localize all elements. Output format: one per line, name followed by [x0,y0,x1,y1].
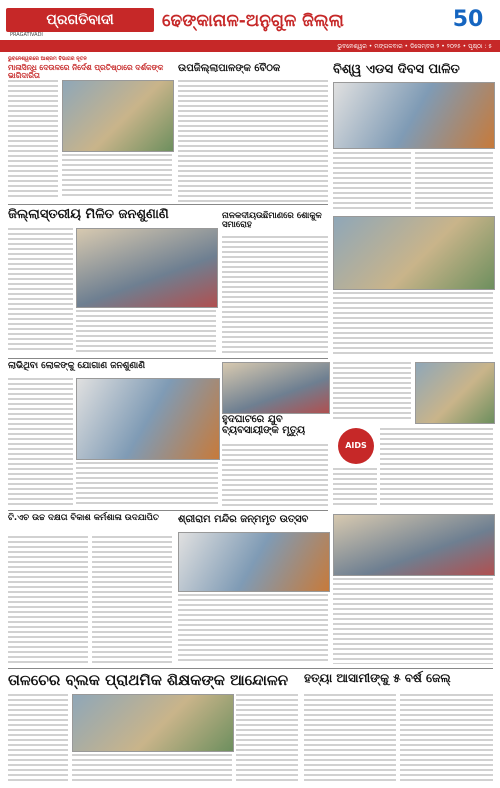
story11-text-col1 [304,694,396,782]
story9-photo [178,532,330,592]
story2-headline: ଉପଜିଲ୍ଲାପାଳଙ୍କ ବୈଠକ [178,63,281,74]
story8-text-col1 [8,536,88,664]
aids-badge: AIDS [338,428,374,464]
story7-text [222,444,328,506]
story6-text-col1 [8,378,73,506]
story8-text-col2 [92,536,172,664]
story4-headline: ଜିଲ୍ଲାସ୍ତରୀୟ ମିଳିତ ଜନଶୁଣାଣି [8,207,169,222]
story11-headline: ହତ୍ୟା ଆସାମୀଙ୍କୁ ୫ ବର୍ଷ ଜେଲ୍ [304,671,451,685]
right-text-bottom [333,578,493,664]
divider [8,358,328,359]
story6-text-col2 [76,462,218,506]
divider [8,668,493,669]
story3-text-col4 [333,362,411,422]
story1-headline: ମାଳାସିନ୍ଧି ଦେଉଳରେ ନିର୍ଦେଶ ପ୍ରତିଷ୍ଠାରେ ଦର୍ଶକଙ୍କ ଭାଗିଦାରିତା [8,63,164,81]
logo-subtitle: PRAGATIVADI [10,32,43,38]
story5-text [222,236,328,354]
story5-headline: ନାଳକଦୀୟଉଛିମାଣରେ ଶୋକୁଳ ସମାରୋହ [222,211,322,231]
story1-text-col1 [8,80,58,198]
story1-text-col2 [62,154,172,198]
story3-text-col6 [333,468,377,508]
story10-photo [72,694,234,752]
story6-headline: ଲାଭିଥିବା ଲୋକଙ୍କୁ ଯୋଗାଣ ଜନଶୁଣାଣି [8,361,146,371]
divider [8,204,328,205]
newspaper-logo: ପ୍ରଗତିବାଦୀ [6,8,154,32]
story3-text-col1 [333,152,411,212]
story3-text-col3 [333,292,493,354]
story9-text [178,594,328,664]
story10-headline: ତାଳଚେର ବ୍ଲକ ପ୍ରାଥମିକ ଶିକ୍ଷକଙ୍କ ଆନ୍ଦୋଳନ [8,671,289,689]
story6-photo [76,378,220,460]
dateline-text: ଭୁବନେଶ୍ୱର • ମଙ୍ଗଳବାର • ଡିସେମ୍ବର ୨ • ୨୦୨୫ • ପୃଷ୍ଠା : ୫ [337,43,492,50]
story10-text-col3 [236,694,298,782]
right-photo-4 [333,514,495,576]
story4-photo [76,228,218,308]
story1-kicker: ଭୁବନେଶ୍ୱରରେ ଆଶ୍ରମ ବିଭାଗର ନୂତନ [8,56,87,62]
anniversary-logo: 50 [452,7,484,32]
section-title: ଢେଙ୍କାନାଳ-ଅନୁଗୁଳ ଜିଲ୍ଲା [162,11,344,31]
story9-headline: ଶ୍ରୀରାମ ମନ୍ଦିର ଜନ୍ମମୃତ ଉତ୍ସବ [178,514,309,525]
story7-headline: ହୁଦଘାଟରେ ଯୁବ ବ୍ୟବସାୟୀଙ୍କ ମୃତ୍ୟୁ [222,414,306,436]
story3-photo-2 [333,216,495,290]
story11-text-col2 [400,694,493,782]
story3-headline: ବିଶ୍ୱ ଏଡସ ଦିବସ ପାଳିତ [333,62,460,77]
story10-text-col1 [8,694,68,782]
story3-text-col2 [415,152,493,212]
dateline [0,42,500,52]
story3-photo [333,82,495,149]
story4-text-col2 [76,310,216,354]
story2-text [178,80,328,202]
divider [8,510,328,511]
story8-headline: ଟି.ଏଚ ଉଚ୍ଚ ଦକ୍ଷତା ବିକାଶ କର୍ମଶାଳା ଉଦଯାପିତ [8,513,159,523]
story3-text-col5 [380,428,493,508]
story10-text-col2 [72,754,232,782]
story4-text-col1 [8,228,73,353]
story7-photo [222,362,330,414]
story3-photo-3 [415,362,495,424]
story1-photo [62,80,174,152]
